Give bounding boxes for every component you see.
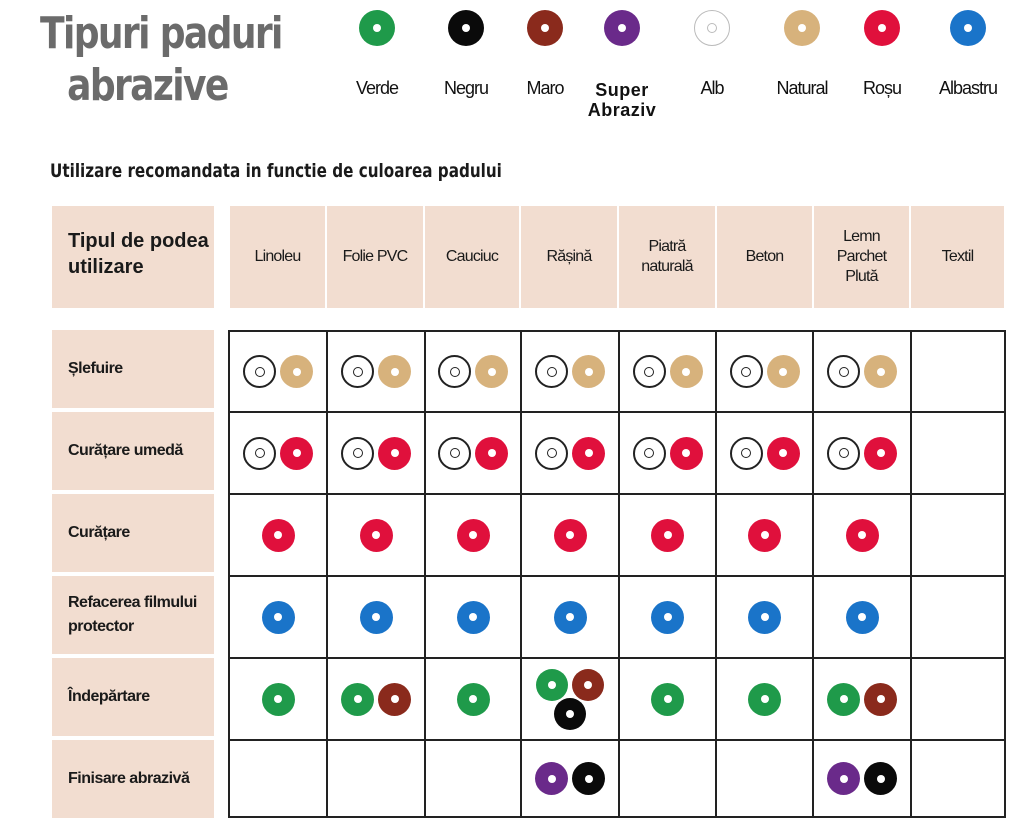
legend-label: Negru <box>443 78 489 98</box>
alb-pad-icon <box>243 437 276 470</box>
column-header-line: Cauciuc <box>445 248 499 265</box>
maro-pad-icon <box>864 683 897 716</box>
column-header <box>911 206 1004 308</box>
rosu-pad-icon <box>767 437 800 470</box>
column-header-line: Plută <box>845 268 878 285</box>
column-header-line: Lemn <box>843 228 880 245</box>
grid-cell <box>620 741 715 816</box>
grid-cell <box>912 413 1004 493</box>
corner-label-line-2: utilizare <box>68 256 144 278</box>
column-header-line: Piatră <box>648 238 686 255</box>
maro-pad-icon <box>378 683 411 716</box>
verde-pad-icon <box>457 683 490 716</box>
legend-item-negru <box>421 10 511 98</box>
legend-item-albastru <box>923 10 1013 98</box>
verde-pad-icon <box>536 669 568 701</box>
grid-cell <box>814 413 910 493</box>
legend-label: Verde <box>355 78 399 98</box>
legend-item-natural <box>757 10 847 98</box>
grid-cell <box>328 332 424 411</box>
grid-cell <box>426 413 520 493</box>
rosu-pad-icon <box>748 519 781 552</box>
grid-cell <box>426 332 520 411</box>
page-title <box>40 8 282 112</box>
grid-cell <box>522 741 618 816</box>
grid-cell <box>717 413 812 493</box>
grid-cell <box>814 332 910 411</box>
negru-pad-icon <box>864 762 897 795</box>
legend-label: Alb <box>700 78 724 98</box>
verde-pad-icon <box>262 683 295 716</box>
column-header-line: naturală <box>641 258 693 275</box>
alb-pad-icon <box>438 355 471 388</box>
verde-pad-icon <box>748 683 781 716</box>
albastru-pad-icon <box>748 601 781 634</box>
legend-item-super <box>577 10 667 120</box>
grid-cell <box>912 332 1004 411</box>
grid-cell <box>912 741 1004 816</box>
alb-pad-icon <box>535 355 568 388</box>
grid-cell <box>230 659 326 739</box>
column-header <box>717 206 812 308</box>
grid-cell <box>814 659 910 739</box>
column-header <box>814 206 909 308</box>
rosu-pad-icon <box>864 437 897 470</box>
negru-pad-icon <box>554 698 586 730</box>
grid-cell <box>814 741 910 816</box>
legend-label: Roșu <box>862 78 902 98</box>
natural-pad-icon <box>670 355 703 388</box>
rosu-pad-icon <box>864 10 900 46</box>
pad-grid <box>228 330 1006 818</box>
row-label <box>52 576 214 654</box>
column-header <box>521 206 617 308</box>
grid-cell <box>912 659 1004 739</box>
column-header-line: Parchet <box>836 248 887 265</box>
column-header <box>425 206 519 308</box>
column-header <box>327 206 423 308</box>
grid-cell <box>328 413 424 493</box>
albastru-pad-icon <box>651 601 684 634</box>
natural-pad-icon <box>280 355 313 388</box>
title-line-1: Tipuri paduri <box>40 8 282 59</box>
grid-cell <box>717 495 812 575</box>
grid-cell <box>426 495 520 575</box>
row-label-line: Curățare umedă <box>68 442 183 459</box>
alb-pad-icon <box>827 355 860 388</box>
grid-cell <box>230 413 326 493</box>
grid-cell <box>522 413 618 493</box>
rosu-pad-icon <box>670 437 703 470</box>
rosu-pad-icon <box>846 519 879 552</box>
legend-item-alb <box>667 10 757 98</box>
grid-cell <box>717 741 812 816</box>
grid-cell <box>230 332 326 411</box>
negru-pad-icon <box>448 10 484 46</box>
super-pad-icon <box>827 762 860 795</box>
title-line-2: abrazive <box>67 60 228 111</box>
alb-pad-icon <box>730 355 763 388</box>
albastru-pad-icon <box>950 10 986 46</box>
super-pad-icon <box>604 10 640 46</box>
alb-pad-icon <box>341 437 374 470</box>
grid-cell <box>620 413 715 493</box>
alb-pad-icon <box>535 437 568 470</box>
alb-pad-icon <box>243 355 276 388</box>
legend-label-line: Super <box>595 80 649 100</box>
negru-pad-icon <box>572 762 605 795</box>
natural-pad-icon <box>767 355 800 388</box>
grid-cell <box>620 577 715 657</box>
natural-pad-icon <box>572 355 605 388</box>
header-corner <box>52 206 214 308</box>
row-label <box>52 740 214 818</box>
grid-cell <box>717 577 812 657</box>
grid-cell <box>230 495 326 575</box>
grid-cell <box>328 741 424 816</box>
grid-cell <box>522 659 618 739</box>
grid-cell <box>912 577 1004 657</box>
rosu-pad-icon <box>475 437 508 470</box>
super-pad-icon <box>535 762 568 795</box>
legend-label: Natural <box>776 78 828 98</box>
grid-cell <box>912 495 1004 575</box>
grid-cell <box>814 577 910 657</box>
row-label <box>52 494 214 572</box>
alb-pad-icon <box>633 437 666 470</box>
grid-cell <box>717 659 812 739</box>
row-label-line: Finisare abrazivă <box>68 770 190 787</box>
row-label-line: Refacerea filmului <box>68 594 197 611</box>
rosu-pad-icon <box>262 519 295 552</box>
albastru-pad-icon <box>262 601 295 634</box>
column-header-line: Beton <box>745 248 784 265</box>
rosu-pad-icon <box>360 519 393 552</box>
grid-cell <box>230 577 326 657</box>
verde-pad-icon <box>359 10 395 46</box>
natural-pad-icon <box>378 355 411 388</box>
grid-cell <box>426 577 520 657</box>
natural-pad-icon <box>475 355 508 388</box>
grid-cell <box>426 741 520 816</box>
column-header-line: Textil <box>941 248 974 265</box>
row-label <box>52 330 214 408</box>
grid-cell <box>620 332 715 411</box>
row-label <box>52 658 214 736</box>
verde-pad-icon <box>827 683 860 716</box>
row-label-line: protector <box>68 618 134 635</box>
corner-label-line-1: Tipul de podea <box>68 230 209 252</box>
legend-item-rosu <box>837 10 927 98</box>
legend-label: Maro <box>526 78 564 98</box>
column-header <box>230 206 325 308</box>
grid-cell <box>620 659 715 739</box>
rosu-pad-icon <box>651 519 684 552</box>
maro-pad-icon <box>527 10 563 46</box>
albastru-pad-icon <box>360 601 393 634</box>
albastru-pad-icon <box>846 601 879 634</box>
albastru-pad-icon <box>554 601 587 634</box>
legend-label-line: Abraziv <box>587 100 657 120</box>
alb-pad-icon <box>730 437 763 470</box>
grid-cell <box>426 659 520 739</box>
grid-cell <box>522 577 618 657</box>
grid-cell <box>328 495 424 575</box>
grid-cell <box>328 577 424 657</box>
alb-pad-icon <box>438 437 471 470</box>
grid-cell <box>620 495 715 575</box>
natural-pad-icon <box>784 10 820 46</box>
grid-cell <box>522 332 618 411</box>
rosu-pad-icon <box>280 437 313 470</box>
rosu-pad-icon <box>554 519 587 552</box>
verde-pad-icon <box>651 683 684 716</box>
legend-label <box>577 80 667 120</box>
column-header-line: Folie PVC <box>342 248 408 265</box>
column-header-line: Rășină <box>546 248 592 265</box>
alb-pad-icon <box>827 437 860 470</box>
pad-pair <box>536 669 604 701</box>
maro-pad-icon <box>572 669 604 701</box>
alb-pad-icon <box>694 10 730 46</box>
rosu-pad-icon <box>572 437 605 470</box>
verde-pad-icon <box>341 683 374 716</box>
legend-item-verde <box>332 10 422 98</box>
rosu-pad-icon <box>378 437 411 470</box>
legend-label: Albastru <box>938 78 998 98</box>
albastru-pad-icon <box>457 601 490 634</box>
grid-cell <box>814 495 910 575</box>
row-label-line: Îndepărtare <box>68 688 150 705</box>
rosu-pad-icon <box>457 519 490 552</box>
column-header-line: Linoleu <box>254 248 301 265</box>
row-label-line: Curățare <box>68 524 130 541</box>
grid-cell <box>328 659 424 739</box>
column-header <box>619 206 715 308</box>
natural-pad-icon <box>864 355 897 388</box>
grid-cell <box>522 495 618 575</box>
row-label <box>52 412 214 490</box>
grid-cell <box>230 741 326 816</box>
grid-cell <box>717 332 812 411</box>
table-subtitle: Utilizare recomandata in functie de culoarea padului <box>50 160 502 182</box>
alb-pad-icon <box>633 355 666 388</box>
row-label-line: Șlefuire <box>68 360 123 377</box>
alb-pad-icon <box>341 355 374 388</box>
